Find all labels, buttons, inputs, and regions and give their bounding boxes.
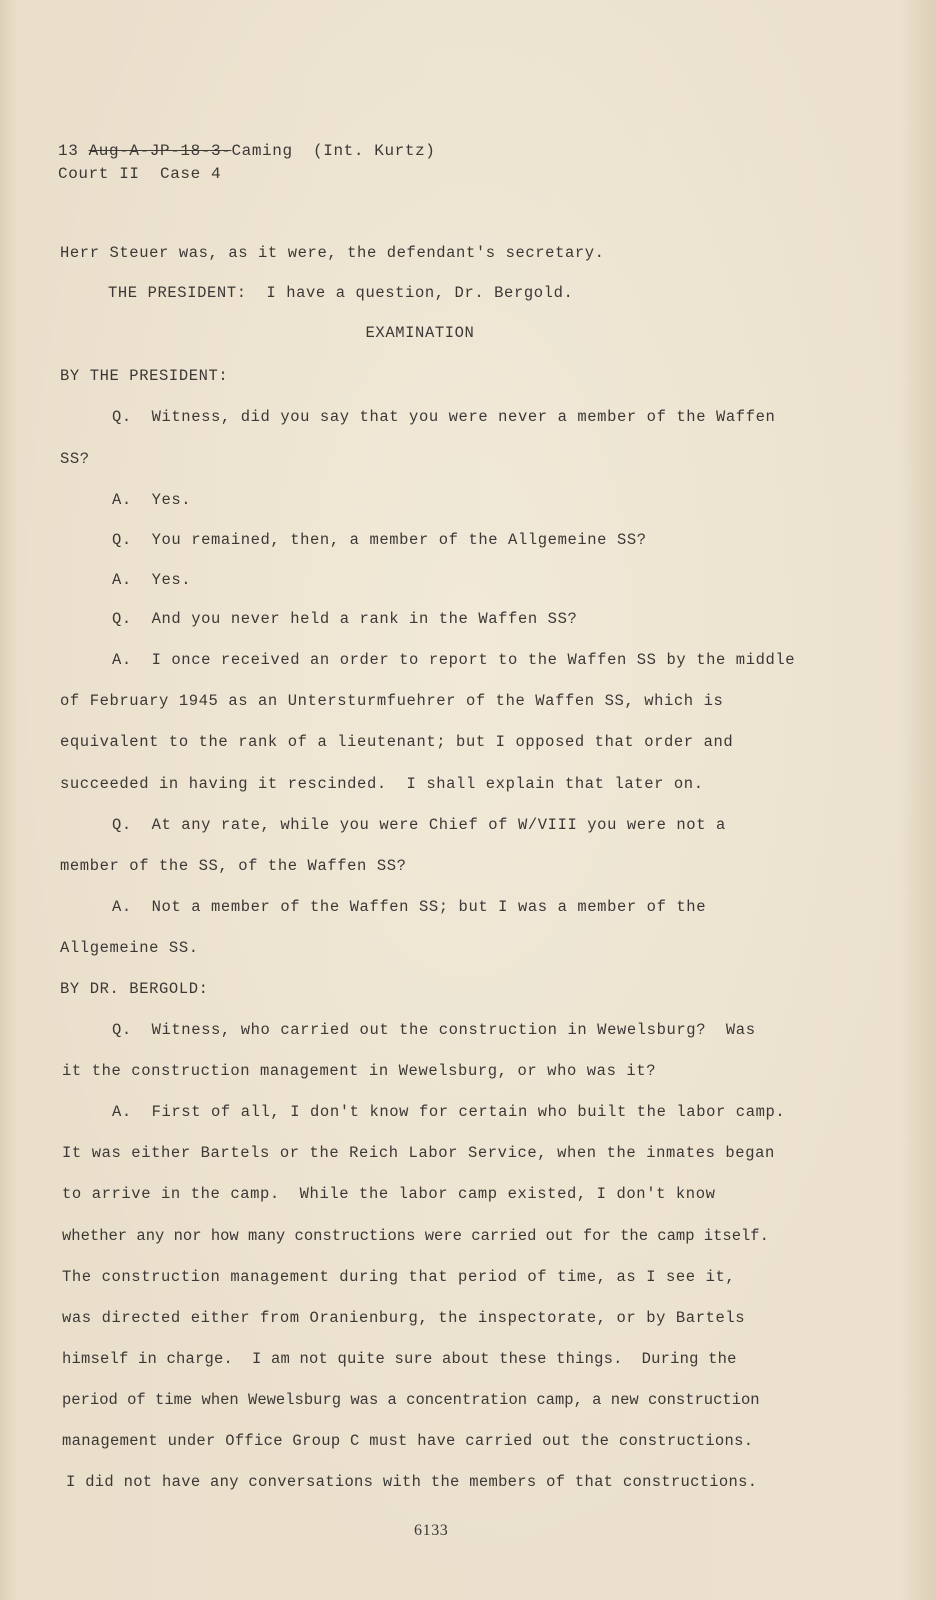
page-number: 6133 [414, 1522, 449, 1539]
transcript-line: THE PRESIDENT: I have a question, Dr. Bergold. [108, 284, 574, 302]
transcript-line: A. First of all, I don't know for certain who built the labor camp. [112, 1103, 786, 1121]
transcript-line: it the construction management in Wewelsburg, or who was it? [62, 1062, 657, 1080]
transcript-line: SS? [60, 450, 90, 468]
case-reference-line [58, 142, 435, 160]
case-reference-rest: Caming (Int. Kurtz) [231, 142, 436, 160]
examiner-heading: BY THE PRESIDENT: [60, 367, 229, 385]
transcript-line: Allgemeine SS. [60, 939, 199, 957]
transcript-line: succeeded in having it rescinded. I shall explain that later on. [60, 775, 704, 793]
examiner-heading: BY DR. BERGOLD: [60, 980, 209, 998]
transcript-line: whether any nor how many constructions were carried out for the camp itself. [62, 1227, 769, 1245]
court-case-line: Court II Case 4 [58, 165, 222, 183]
transcript-line: Q. At any rate, while you were Chief of W/VIII you were not a [112, 816, 726, 834]
transcript-line: member of the SS, of the Waffen SS? [60, 857, 407, 875]
transcript-line: to arrive in the camp. While the labor camp existed, I don't know [62, 1185, 716, 1203]
transcript-line: himself in charge. I am not quite sure about these things. During the [62, 1350, 737, 1368]
transcript-line: The construction management during that period of time, as I see it, [62, 1268, 736, 1286]
transcript-line: Q. And you never held a rank in the Waffen SS? [112, 610, 578, 628]
transcript-line: was directed either from Oranienburg, the inspectorate, or by Bartels [62, 1309, 746, 1327]
transcript-line: period of time when Wewelsburg was a concentration camp, a new construction [62, 1391, 760, 1409]
transcript-line: Q. You remained, then, a member of the Allgemeine SS? [112, 531, 647, 549]
transcript-line: A. Yes. [112, 571, 192, 589]
transcript-line: I did not have any conversations with the members of that constructions. [66, 1473, 758, 1491]
case-reference-struck-text: Aug-A-JP-18-3- [88, 142, 232, 160]
case-reference-prefix: 13 [58, 142, 89, 160]
transcript-line: A. Yes. [112, 491, 192, 509]
transcript-line: Herr Steuer was, as it were, the defendant's secretary. [60, 244, 605, 262]
section-heading-examination: EXAMINATION [365, 324, 475, 342]
transcript-line: management under Office Group C must have carried out the constructions. [62, 1432, 754, 1450]
transcript-line: Q. Witness, who carried out the construction in Wewelsburg? Was [112, 1021, 756, 1039]
transcript-line: A. I once received an order to report to the Waffen SS by the middle [112, 651, 796, 669]
transcript-line: equivalent to the rank of a lieutenant; but I opposed that order and [60, 733, 734, 751]
transcript-line: A. Not a member of the Waffen SS; but I was a member of the [112, 898, 707, 916]
transcript-line: It was either Bartels or the Reich Labor Service, when the inmates began [62, 1144, 775, 1162]
transcript-line: of February 1945 as an Untersturmfuehrer of the Waffen SS, which is [60, 692, 724, 710]
transcript-line: Q. Witness, did you say that you were never a member of the Waffen [112, 408, 776, 426]
